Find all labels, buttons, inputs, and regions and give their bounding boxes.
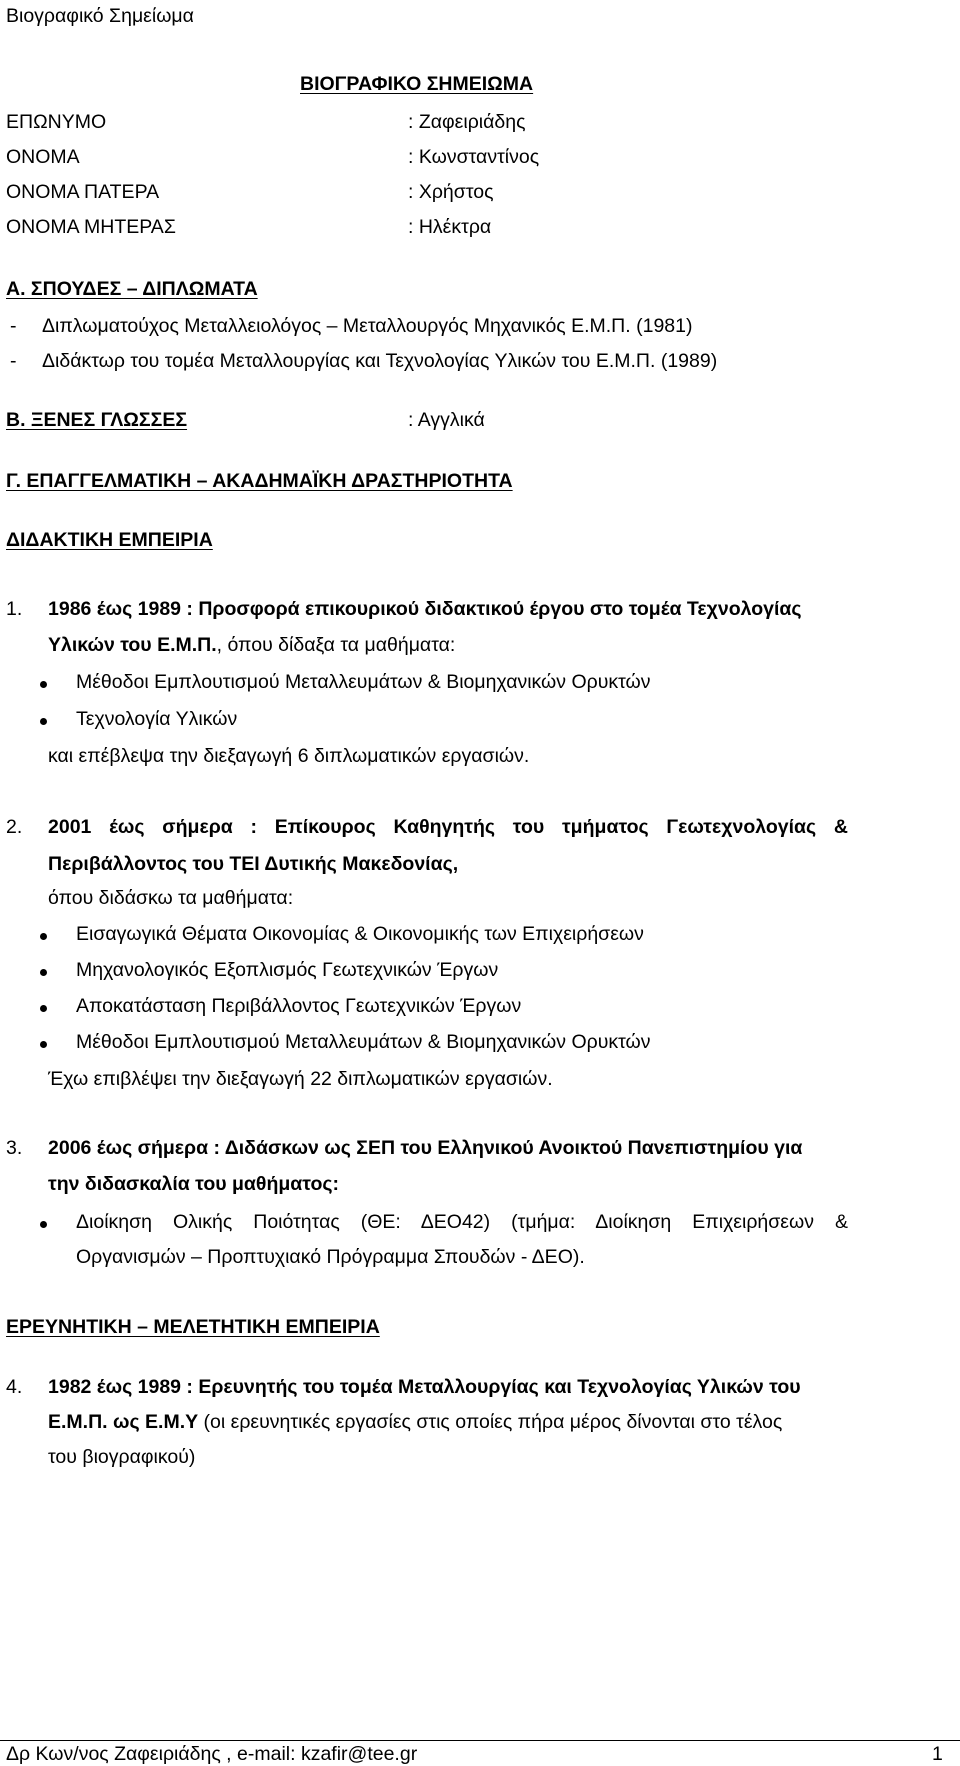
list-dash: - <box>10 315 17 337</box>
item3-title-cont: την διδασκαλία του μαθήματος: <box>48 1173 339 1195</box>
research-heading: ΕΡΕΥΝΗΤΙΚΗ – ΜΕΛΕΤΗΤΙΚΗ ΕΜΠΕΙΡΙΑ <box>6 1316 380 1338</box>
item3-title: 2006 έως σήμερα : Διδάσκων ως ΣΕΠ του Ελληνικού Ανοικτού Πανεπιστημίου για <box>48 1137 803 1159</box>
bullet-icon <box>40 718 47 725</box>
item-number: 2. <box>6 816 23 838</box>
item1-institution: Υλικών του Ε.Μ.Π. <box>48 634 217 656</box>
bullet-icon <box>40 1221 47 1228</box>
bullet-icon <box>40 969 47 976</box>
item1-title: 1986 έως 1989 : Προσφορά επικουρικού διδακτικού έργου στο τομέα Τεχνολογίας <box>48 598 802 620</box>
item2-title-cont: Περιβάλλοντος του ΤΕΙ Δυτικής Μακεδονίας, <box>48 853 459 875</box>
item1-course-2: Τεχνολογία Υλικών <box>76 708 238 730</box>
professional-heading: Γ. ΕΠΑΓΓΕΛΜΑΤΙΚΗ – ΑΚΑΔΗΜΑΪΚΗ ΔΡΑΣΤΗΡΙΟΤΗΤΑ <box>6 470 513 492</box>
father-name-value: : Χρήστος <box>408 181 494 203</box>
doctorate-item: Διδάκτωρ του τομέα Μεταλλουργίας και Τεχνολογίας Υλικών του Ε.Μ.Π. (1989) <box>42 350 718 372</box>
father-name-label: ΟΝΟΜΑ ΠΑΤΕΡΑ <box>6 181 160 203</box>
surname-label: ΕΠΩΝΥΜΟ <box>6 111 107 133</box>
teaching-heading: ΔΙΔΑΚΤΙΚΗ ΕΜΠΕΙΡΙΑ <box>6 529 213 551</box>
item1-line2-rest: , όπου δίδαξα τα μαθήματα: <box>216 634 456 656</box>
item4-line2 <box>48 1410 782 1434</box>
footer-author-email: Δρ Κων/νος Ζαφειριάδης , e-mail: kzafir@tee.gr <box>6 1743 418 1765</box>
item1-line2 <box>48 633 455 657</box>
item2-course-3: Αποκατάσταση Περιβάλλοντος Γεωτεχνικών Έργων <box>76 995 522 1017</box>
list-dash: - <box>10 350 17 372</box>
document-title: ΒΙΟΓΡΑΦΙΚΟ ΣΗΜΕΙΩΜΑ <box>300 73 534 95</box>
item2-course-4: Μέθοδοι Εμπλουτισμού Μεταλλευμάτων & Βιομηχανικών Ορυκτών <box>76 1031 651 1053</box>
name-value: : Κωνσταντίνος <box>408 146 540 168</box>
bullet-icon <box>40 1041 47 1048</box>
name-label: ΟΝΟΜΑ <box>6 146 80 168</box>
bullet-icon <box>40 681 47 688</box>
item2-course-2: Μηχανολογικός Εξοπλισμός Γεωτεχνικών Έργων <box>76 959 499 981</box>
item3-course-cont: Οργανισμών – Προπτυχιακό Πρόγραμμα Σπουδών - ΔΕΟ). <box>76 1246 585 1268</box>
mother-name-label: ΟΝΟΜΑ ΜΗΤΕΡΑΣ <box>6 216 176 238</box>
item4-title: 1982 έως 1989 : Ερευνητής του τομέα Μεταλλουργίας και Τεχνολογίας Υλικών του <box>48 1376 801 1398</box>
surname-value: : Ζαφειριάδης <box>408 111 526 133</box>
languages-heading: Β. ΞΕΝΕΣ ΓΛΩΣΣΕΣ <box>6 409 188 431</box>
item2-title: 2001 έως σήμερα : Επίκουρος Καθηγητής του τμήματος Γεωτεχνολογίας & <box>48 816 848 838</box>
bullet-icon <box>40 933 47 940</box>
item4-line2-rest: (οι ερευνητικές εργασίες στις οποίες πήρα μέρος δίνονται στο τέλος <box>198 1411 783 1433</box>
languages-value: : Αγγλικά <box>408 409 485 431</box>
footer-divider <box>0 1740 960 1741</box>
mother-name-value: : Ηλέκτρα <box>408 216 492 238</box>
item2-intro: όπου διδάσκω τα μαθήματα: <box>48 887 294 909</box>
item-number: 1. <box>6 598 23 620</box>
page-number: 1 <box>932 1743 943 1765</box>
item2-course-1: Εισαγωγικά Θέματα Οικονομίας & Οικονομικής των Επιχειρήσεων <box>76 923 644 945</box>
item-number: 3. <box>6 1137 23 1159</box>
degree-item: Διπλωματούχος Μεταλλειολόγος – Μεταλλουργός Μηχανικός Ε.Μ.Π. (1981) <box>42 315 693 337</box>
item1-closing: και επέβλεψα την διεξαγωγή 6 διπλωματικών εργασιών. <box>48 745 530 767</box>
item4-line3: του βιογραφικού) <box>48 1446 196 1468</box>
page-header-title: Βιογραφικό Σημείωμα <box>6 5 194 27</box>
bullet-icon <box>40 1005 47 1012</box>
item-number: 4. <box>6 1376 23 1398</box>
item2-closing: Έχω επιβλέψει την διεξαγωγή 22 διπλωματικών εργασιών. <box>48 1068 553 1090</box>
item4-role: Ε.Μ.Π. ως Ε.Μ.Υ <box>48 1411 199 1433</box>
item3-course: Διοίκηση Ολικής Ποιότητας (ΘΕ: ΔΕΟ42) (τμήμα: Διοίκηση Επιχειρήσεων & <box>76 1211 848 1233</box>
item1-course-1: Μέθοδοι Εμπλουτισμού Μεταλλευμάτων & Βιομηχανικών Ορυκτών <box>76 671 651 693</box>
studies-heading: Α. ΣΠΟΥΔΕΣ – ΔΙΠΛΩΜΑΤΑ <box>6 278 258 300</box>
